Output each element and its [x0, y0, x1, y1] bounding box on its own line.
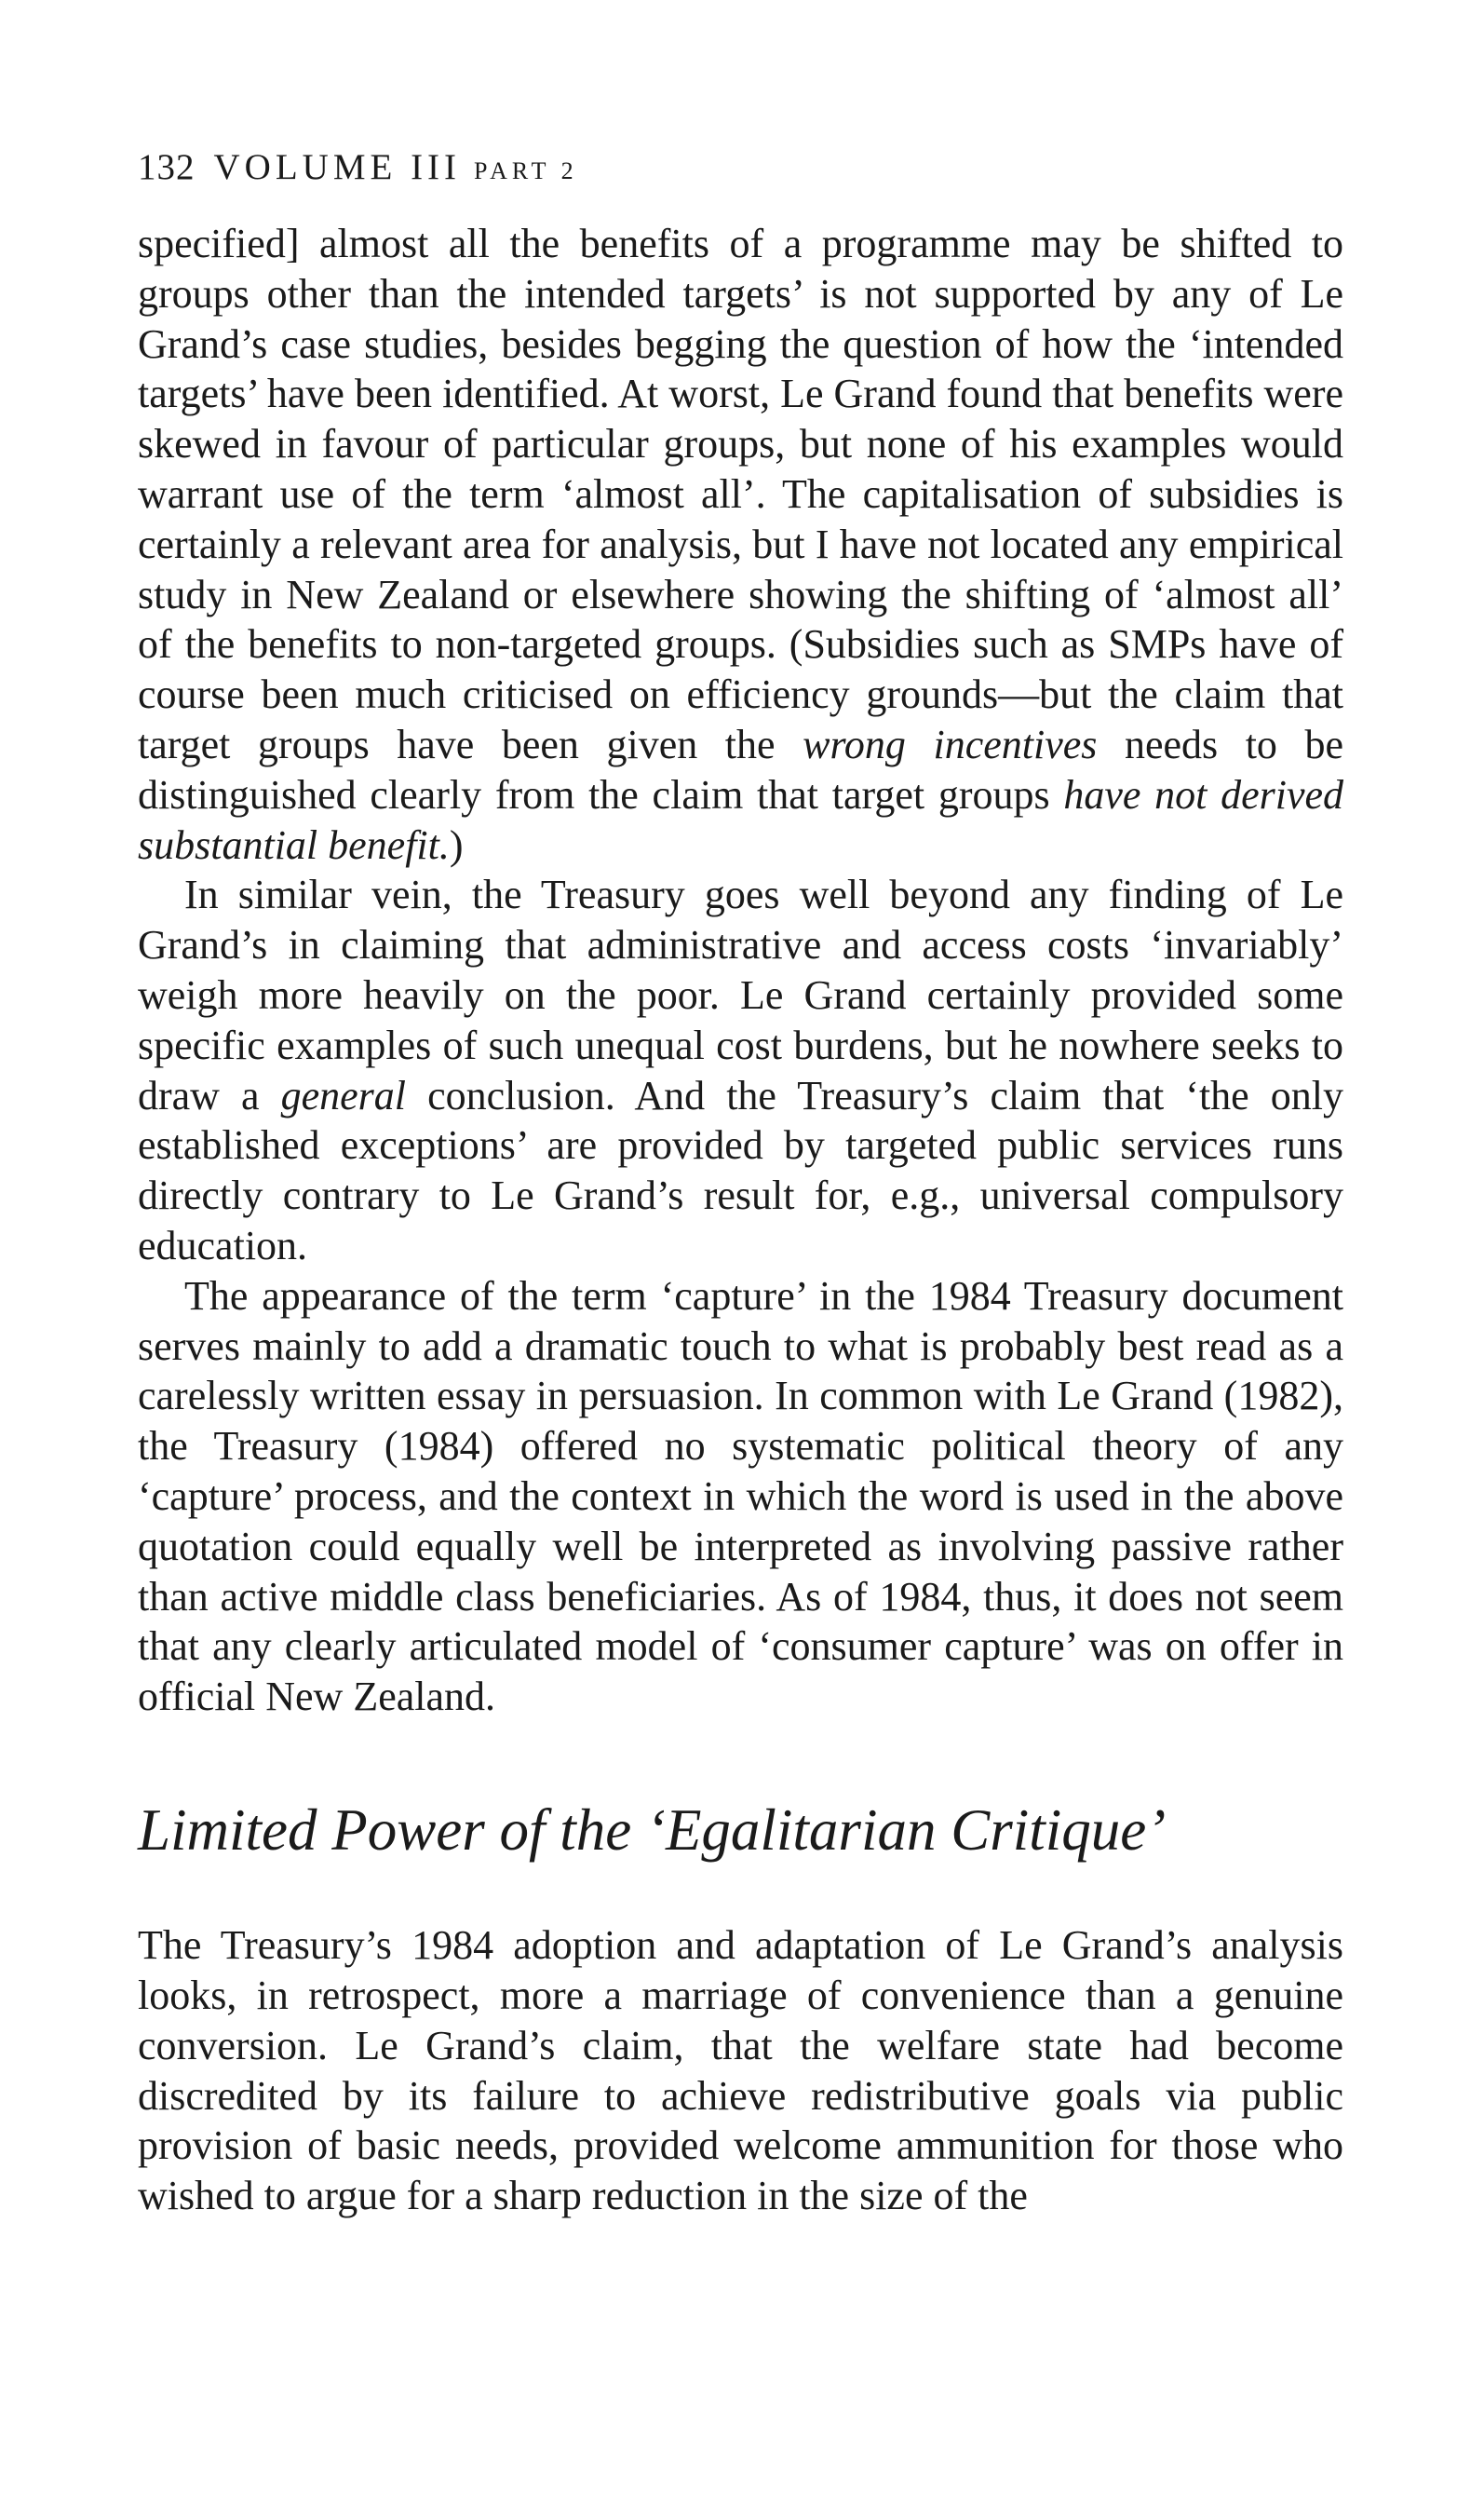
section-heading: Limited Power of the ‘Egalitarian Critique’	[138, 1796, 1167, 1863]
book-page	[138, 149, 1343, 2221]
part-label: PART 2	[474, 157, 578, 184]
paragraph-continued: specified] almost all the benefits of a programme may be shifted to groups other than the intended targets’ is not supported by any of Le Grand’s case studies, besides begging the question of how the ‘intended targets’ have been identified. At worst, Le Grand found that benefits were skewed in favour of particular groups, but none of his examples would warrant use of the term ‘almost all’. The capitalisation of subsidies is certainly a relevant area for analysis, but I have not located any empirical study in New Zealand or elsewhere showing the shifting of ‘almost all’ of the benefits to non-targeted groups. (Subsidies such as SMPs have of course been much criticised on efficiency grounds—but the claim that target groups have been given the wrong incentives needs to be distinguished clearly from the claim that target groups have not derived substantial benefit.)	[138, 221, 1344, 868]
volume-label: VOLUME III	[213, 147, 462, 187]
paragraph-capture: The appearance of the term ‘capture’ in the 1984 Treasury document serves mainly to add a dramatic touch to what is probably best read as a carelessly written essay in persuasion. In common with Le Grand (1982), the Treasury (1984) offered no systematic political theory of any ‘capture’ process, and the context in which the word is used in the above quotation could equally well be interpreted as involving passive rather than active middle class beneficiaries. As of 1984, thus, it does not seem that any clearly articulated model of ‘consumer capture’ was on offer in official New Zealand.	[138, 1272, 1343, 1720]
emphasis-general: general	[280, 1072, 407, 1118]
paragraph-closing: The Treasury’s 1984 adoption and adaptation of Le Grand’s analysis looks, in retrospect, more a marriage of convenience than a genuine conversion. Le Grand’s claim, that the welfare state had become discredited by its failure to achieve redistributive goals via public provision of basic needs, provided welcome ammunition for those who wished to argue for a sharp reduction in the size of the	[138, 1922, 1343, 2219]
emphasis-wrong-incentives: wrong incentives	[803, 721, 1098, 767]
paragraph-similar-vein: In similar vein, the Treasury goes well beyond any finding of Le Grand’s in claiming that administrative and access costs ‘invariably’ weigh more heavily on the poor. Le Grand certainly provided some specific examples of such unequal cost burdens, but he nowhere seeks to draw a general conclusion. And the Treasury’s claim that ‘the only established exceptions’ are provided by targeted public services runs directly contrary to Le Grand’s result for, e.g., universal compulsory education.	[138, 872, 1343, 1268]
emphasis-not-derived-benefit: have not derived substantial benefit.	[138, 771, 1344, 868]
running-head	[138, 149, 1343, 185]
page-number: 132	[138, 147, 196, 187]
